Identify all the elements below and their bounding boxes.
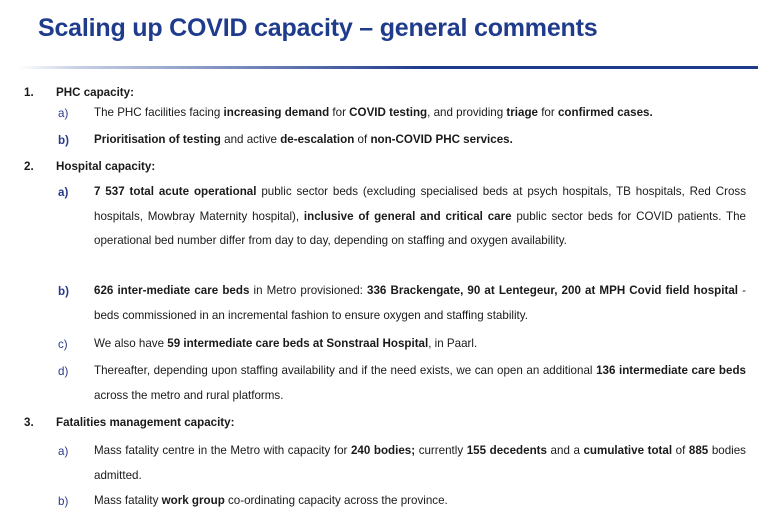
item-text xyxy=(94,101,746,126)
section-number: 3. xyxy=(24,416,34,429)
body-text: bodies admitted. xyxy=(94,444,746,482)
emphasis-text: 59 intermediate care beds at Sonstraal Hospital xyxy=(167,337,429,350)
emphasis-text: 7 537 total acute operational xyxy=(94,185,257,198)
body-text: Mass fatality xyxy=(94,494,162,507)
body-text: - beds commissioned in an incremental fashion to ensure oxygen and staffing stability. xyxy=(94,284,746,322)
body-text: and active xyxy=(220,133,281,146)
body-text: Thereafter, depending upon staffing availability and if the need exists, we can open an additional xyxy=(94,364,597,377)
body-text: , in Paarl. xyxy=(428,337,478,350)
section-heading: PHC capacity: xyxy=(56,86,134,99)
body-text: The PHC facilities facing xyxy=(94,106,224,119)
item-letter: a) xyxy=(58,186,69,199)
emphasis-text: 240 bodies; xyxy=(350,444,416,457)
section-number: 1. xyxy=(24,86,34,99)
slide-title: Scaling up COVID capacity – general comments xyxy=(38,14,598,42)
body-text: co-ordinating capacity across the province. xyxy=(224,494,448,507)
body-text: public sector beds (excluding specialised beds at psych hospitals, TB hospitals, Red Cross hospitals, Mowbray Maternity hospital), xyxy=(94,185,746,223)
body-text: We also have xyxy=(94,337,168,350)
title-divider xyxy=(18,66,758,69)
emphasis-text: Prioritisation of testing xyxy=(94,133,221,146)
emphasis-text: triage xyxy=(506,106,538,119)
body-text: currently xyxy=(415,444,467,457)
item-letter: c) xyxy=(58,338,68,351)
body-text: Mass fatality centre in the Metro with capacity for xyxy=(94,444,351,457)
emphasis-text: cumulative total xyxy=(583,444,673,457)
emphasis-text: 155 decedents xyxy=(466,444,547,457)
emphasis-text: non-COVID PHC services. xyxy=(370,133,513,146)
section-heading: Hospital capacity: xyxy=(56,160,156,173)
item-text xyxy=(94,359,746,408)
item-text xyxy=(94,128,746,153)
item-letter: b) xyxy=(58,285,69,298)
body-text: for xyxy=(537,106,558,119)
item-letter: a) xyxy=(58,107,69,120)
body-text: for xyxy=(329,106,350,119)
body-text: across the metro and rural platforms. xyxy=(94,388,284,402)
body-text: of xyxy=(354,133,371,146)
item-letter: a) xyxy=(58,445,69,458)
emphasis-text: 136 intermediate care beds xyxy=(596,364,746,377)
body-text: , and providing xyxy=(427,106,507,119)
item-text xyxy=(94,332,746,357)
item-text xyxy=(94,279,746,328)
emphasis-text: 336 Brackengate, 90 at Lentegeur, 200 at MPH Covid field hospital xyxy=(367,284,739,297)
emphasis-text: increasing demand xyxy=(223,106,330,119)
item-letter: b) xyxy=(58,134,69,147)
body-text: and a xyxy=(546,444,584,457)
emphasis-text: work group xyxy=(161,494,225,507)
item-text xyxy=(94,439,746,488)
item-text xyxy=(94,489,746,514)
item-letter: d) xyxy=(58,365,69,378)
section-number: 2. xyxy=(24,160,34,173)
emphasis-text: confirmed cases. xyxy=(557,106,653,119)
item-text xyxy=(94,180,746,254)
body-text: of xyxy=(672,444,689,457)
emphasis-text: inclusive of general and critical care xyxy=(303,209,512,223)
emphasis-text: 885 xyxy=(688,444,709,457)
body-text: in Metro provisioned: xyxy=(249,284,368,297)
body-text: public sector beds for COVID patients. The operational bed number differ from day to day, depending on staffing and oxygen availability. xyxy=(94,209,746,247)
emphasis-text: 626 inter-mediate care beds xyxy=(94,284,250,297)
emphasis-text: de-escalation xyxy=(280,133,355,146)
section-heading: Fatalities management capacity: xyxy=(56,416,235,429)
emphasis-text: COVID testing xyxy=(349,106,428,119)
item-letter: b) xyxy=(58,495,69,508)
